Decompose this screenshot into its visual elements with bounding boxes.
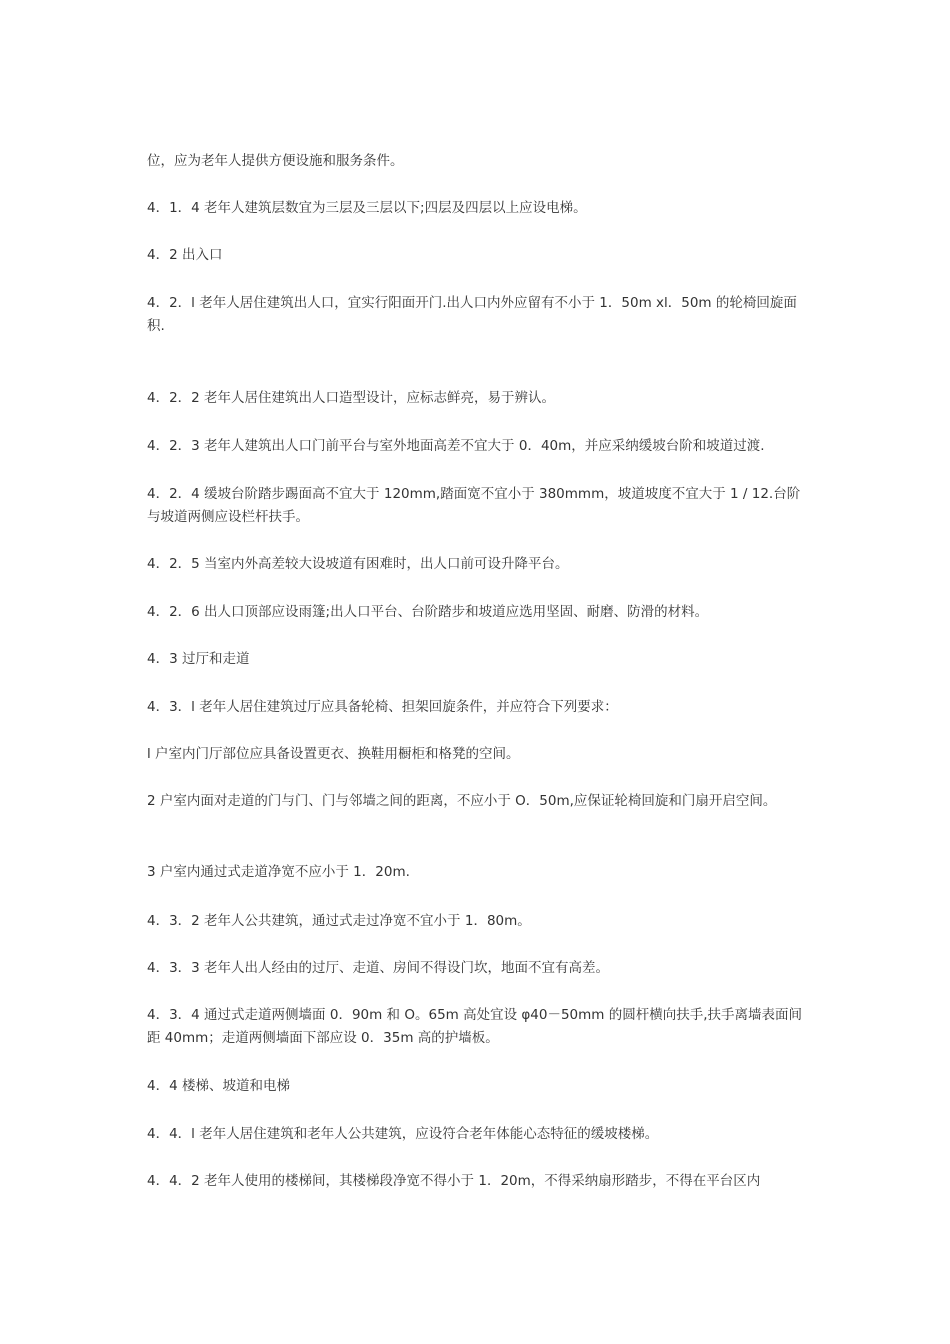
paragraph: 4．4．l 老年人居住建筑和老年人公共建筑，应设符合老年体能心态特征的缓坡楼梯。 xyxy=(147,1126,659,1142)
paragraph: 4．4．2 老年人使用的楼梯间，其楼梯段净宽不得小于 1．20m，不得采纳扇形踏步，不得在平台区内 xyxy=(147,1173,761,1189)
paragraph: 4．2．2 老年人居住建筑出人口造型设计，应标志鲜亮，易于辨认。 xyxy=(147,390,556,406)
paragraph: 4．2．l 老年人居住建筑出人口，宜实行阳面开门.出人口内外应留有不小于 1．50m xl．50m 的轮椅回旋面积. xyxy=(147,295,797,334)
paragraph: 4．3．l 老年人居住建筑过厅应具备轮椅、担架回旋条件，并应符合下列要求： xyxy=(147,699,618,715)
paragraph: 4．2．5 当室内外高差较大设坡道有困难时，出人口前可设升降平台。 xyxy=(147,556,569,572)
paragraph: 4．3．3 老年人出人经由的过厅、走道、房间不得设门坎，地面不宜有高差。 xyxy=(147,960,610,976)
paragraph: 4．2．3 老年人建筑出人口门前平台与室外地面高差不宜大于 0．40m，并应采纳缓坡台阶和坡道过渡. xyxy=(147,438,765,454)
list-item: 3 户室内通过式走道净宽不应小于 1．20m. xyxy=(147,864,410,880)
list-item: 2 户室内面对走道的门与门、门与邻墙之间的距离，不应小于 O．50m,应保证轮椅回旋和门扇开启空间。 xyxy=(147,793,777,809)
paragraph: 4．1．4 老年人建筑层数宜为三层及三层以下;四层及四层以上应设电梯。 xyxy=(147,200,587,216)
list-item: l 户室内门厅部位应具备设置更衣、换鞋用橱柜和格凳的空间。 xyxy=(147,746,520,762)
paragraph: 4．3．2 老年人公共建筑，通过式走过净宽不宜小于 1．80m。 xyxy=(147,913,531,929)
section-heading: 4．4 楼梯、坡道和电梯 xyxy=(147,1078,290,1094)
section-heading: 4．3 过厅和走道 xyxy=(147,651,250,667)
paragraph: 4．2．4 缓坡台阶踏步踢面高不宜大于 120mm,踏面宽不宜小于 380mmm，坡道坡度不宜大于 1 / 12.台阶与坡道两侧应设栏杆扶手。 xyxy=(147,486,801,525)
section-heading: 4．2 出入口 xyxy=(147,247,223,263)
paragraph: 4．2．6 出人口顶部应设雨篷;出人口平台、台阶踏步和坡道应选用坚固、耐磨、防滑的材料。 xyxy=(147,604,709,620)
paragraph: 4．3．4 通过式走道两侧墙面 0．90m 和 O。65m 高处宜设 φ40－50mm 的圆杆横向扶手,扶手离墙表面间距 40mm；走道两侧墙面下部应设 0．35m 高的护墙板。 xyxy=(147,1007,803,1046)
paragraph: 位，应为老年人提供方便设施和服务条件。 xyxy=(147,153,404,169)
